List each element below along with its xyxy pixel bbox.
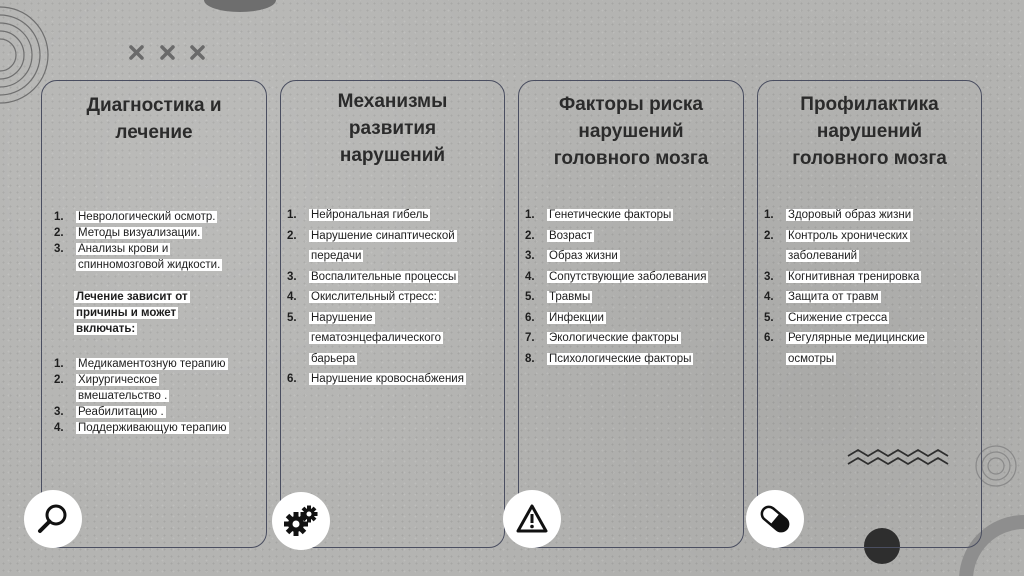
list-item: 4. Окислительный стресс: — [287, 291, 437, 303]
list-item: 6. Регулярные медицинские осмотры — [764, 332, 925, 365]
list-item: 1. Нейрональная гибель — [287, 209, 429, 221]
list-item: 2. Контроль хронических заболеваний — [764, 229, 908, 262]
title-line: Профилактика — [800, 94, 939, 115]
list-item: 5. Нарушение гематоэнцефалического барьера — [287, 311, 442, 365]
list-item: 2. Методы визуализации. — [54, 227, 201, 239]
list-item: 1. Здоровый образ жизни — [764, 209, 912, 221]
prevention-list — [764, 205, 974, 369]
list-item: 3. Анализы крови и спинномозговой жидкости. — [54, 243, 221, 271]
list-item: 1. Медикаментозную терапию — [54, 358, 226, 370]
list-item: 5. Снижение стресса — [764, 311, 888, 324]
list-item: 6. Инфекции — [525, 311, 604, 324]
title-line: головного мозга — [553, 148, 709, 169]
card-title — [281, 88, 504, 169]
list-item: 3. Когнитивная тренировка — [764, 270, 920, 283]
list-item: 4. Защита от травм — [764, 291, 879, 303]
list-item: 7. Экологические факторы — [525, 332, 679, 344]
diagnostics-list — [54, 209, 259, 273]
list-item: 1. Неврологический осмотр. — [54, 211, 216, 223]
list-item: 1. Генетические факторы — [525, 209, 672, 221]
pill-icon — [746, 490, 804, 548]
magnifier-icon — [24, 490, 82, 548]
list-item: 3. Реабилитацию . — [54, 406, 164, 418]
card-risk-factors — [518, 80, 744, 548]
title-line: Диагностика и — [86, 95, 222, 116]
mechanisms-list — [287, 205, 497, 390]
treatment-list — [54, 356, 259, 436]
title-line: лечение — [115, 122, 193, 143]
title-line: нарушений — [339, 145, 446, 166]
list-item: 4. Поддерживающую терапию — [54, 422, 227, 434]
list-item: 5. Травмы — [525, 291, 591, 303]
risk-factors-list — [525, 205, 735, 369]
title-line: нарушений — [578, 121, 684, 142]
card-title — [758, 91, 981, 172]
title-line: Факторы риска — [559, 94, 703, 115]
card-prevention — [757, 80, 982, 548]
cross-marks-decoration — [128, 44, 210, 62]
title-line: нарушений — [816, 121, 923, 142]
treatment-note: Лечение зависит от причины и может включать: — [76, 291, 188, 335]
title-line: развития — [348, 118, 437, 139]
list-item: 3. Образ жизни — [525, 250, 618, 262]
title-line: головного мозга — [792, 148, 947, 169]
list-item: 8. Психологические факторы — [525, 352, 692, 365]
list-item: 2. Нарушение синаптической передачи — [287, 229, 455, 262]
title-line: Механизмы — [337, 91, 448, 112]
list-item: 2. Возраст — [525, 229, 593, 242]
dark-semicircle-decoration — [200, 0, 280, 14]
list-item: 3. Воспалительные процессы — [287, 270, 457, 283]
card-title — [519, 91, 743, 172]
card-diagnostics — [41, 80, 267, 548]
gears-icon — [272, 492, 330, 550]
card-title — [42, 92, 266, 146]
list-item: 6. Нарушение кровоснабжения — [287, 373, 464, 385]
warning-icon — [503, 490, 561, 548]
list-item: 4. Сопутствующие заболевания — [525, 270, 707, 283]
card-mechanisms — [280, 80, 505, 548]
list-item: 2. Хирургическое вмешательство . — [54, 374, 168, 402]
